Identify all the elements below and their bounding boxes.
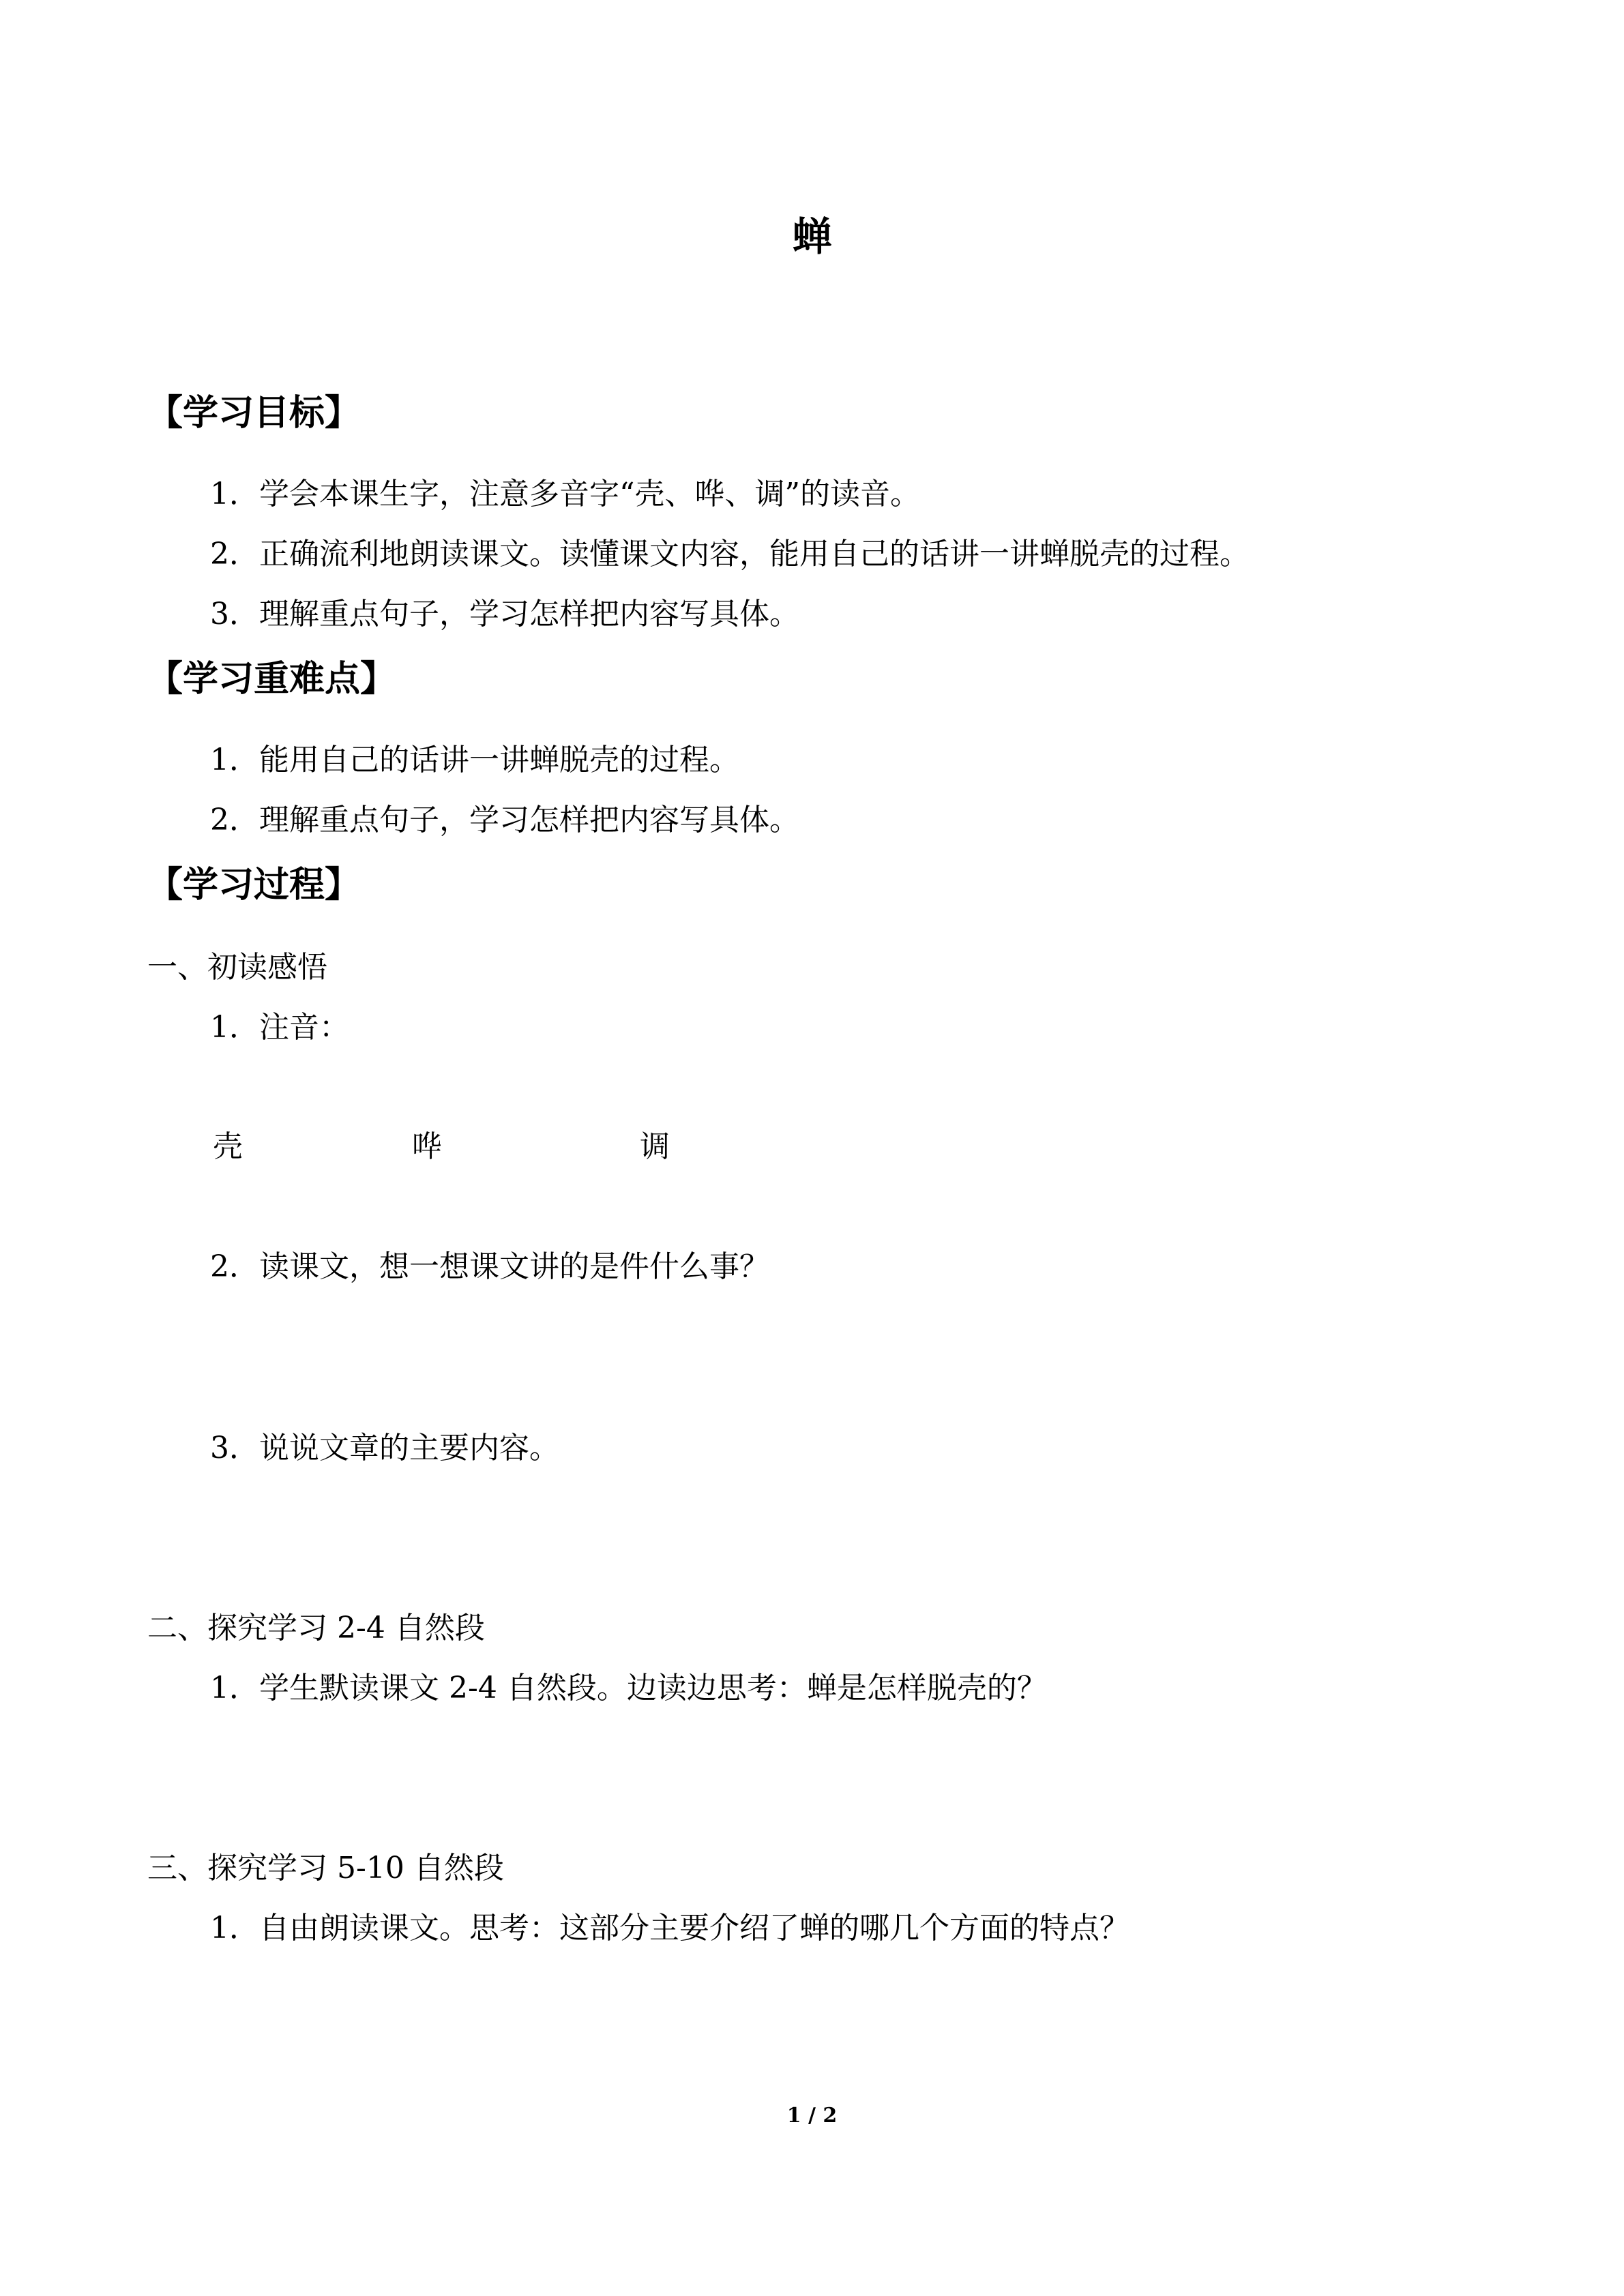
part3-title: 三、探究学习 5-10 自然段	[147, 1851, 504, 1885]
pinyin-char-1: 壳	[213, 1129, 243, 1164]
process-heading: 【学习过程】	[147, 864, 361, 906]
key-point-item-1: 1．能用自己的话讲一讲蝉脱壳的过程。	[210, 743, 739, 777]
part1-question-2: 2．读课文，想一想课文讲的是件什么事？	[210, 1249, 769, 1284]
objective-item-2: 2．正确流利地朗读课文。读懂课文内容，能用自己的话讲一讲蝉脱壳的过程。	[210, 537, 1250, 571]
pinyin-char-2: 哗	[412, 1129, 442, 1164]
objectives-heading: 【学习目标】	[147, 392, 361, 434]
pinyin-char-3: 调	[640, 1129, 670, 1164]
part1-question-3: 3．说说文章的主要内容。	[210, 1431, 559, 1465]
key-points-heading: 【学习重难点】	[147, 658, 396, 700]
objective-item-3: 3．理解重点句子，学习怎样把内容写具体。	[210, 597, 799, 631]
part2-question-1: 1．学生默读课文 2-4 自然段。边读边思考：蝉是怎样脱壳的？	[210, 1671, 1047, 1705]
part1-title: 一、初读感悟	[147, 950, 327, 985]
key-point-item-2: 2．理解重点句子，学习怎样把内容写具体。	[210, 803, 799, 837]
page-number: 1 / 2	[786, 2104, 838, 2128]
part2-title: 二、探究学习 2-4 自然段	[147, 1611, 485, 1645]
part1-question-1: 1．注音：	[210, 1010, 349, 1045]
part3-question-1: 1．自由朗读课文。思考：这部分主要介绍了蝉的哪几个方面的特点？	[210, 1911, 1130, 1945]
page-title: 蝉	[792, 213, 832, 260]
objective-item-1: 1．学会本课生字，注意多音字“壳、哗、调”的读音。	[210, 477, 920, 511]
